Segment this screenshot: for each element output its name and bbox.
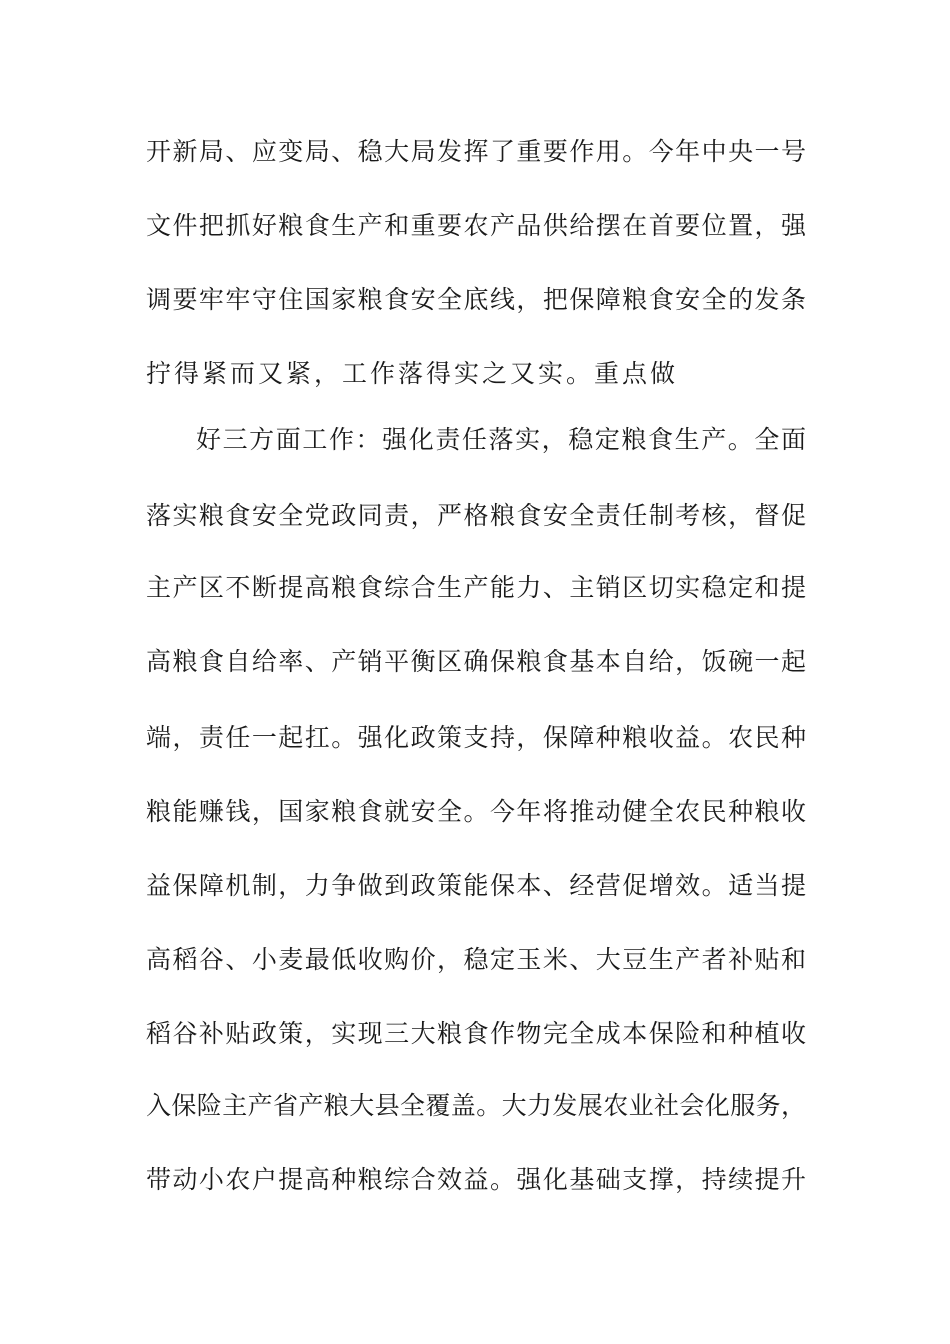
paragraph-line-7: 主产区不断提高粮食综合生产能力、主销区切实稳定和提 bbox=[146, 573, 806, 602]
paragraph-line-6: 落实粮食安全党政同责，严格粮食安全责任制考核，督促 bbox=[146, 501, 806, 530]
paragraph-line-1: 开新局、应变局、稳大局发挥了重要作用。今年中央一号 bbox=[146, 137, 806, 166]
paragraph-line-14: 入保险主产省产粮大县全覆盖。大力发展农业社会化服务， bbox=[146, 1091, 806, 1120]
paragraph-line-4: 拧得紧而又紧，工作落得实之又实。重点做 bbox=[146, 359, 679, 388]
paragraph-line-9: 端，责任一起扛。强化政策支持，保障种粮收益。农民种 bbox=[146, 723, 806, 752]
paragraph-line-2: 文件把抓好粮食生产和重要农产品供给摆在首要位置，强 bbox=[146, 211, 806, 240]
paragraph-line-12: 高稻谷、小麦最低收购价，稳定玉米、大豆生产者补贴和 bbox=[146, 945, 806, 974]
paragraph-line-8: 高粮食自给率、产销平衡区确保粮食基本自给，饭碗一起 bbox=[146, 647, 806, 676]
paragraph-line-15: 带动小农户提高种粮综合效益。强化基础支撑，持续提升 bbox=[146, 1165, 806, 1194]
paragraph-line-11: 益保障机制，力争做到政策能保本、经营促增效。适当提 bbox=[146, 871, 806, 900]
paragraph-line-3: 调要牢牢守住国家粮食安全底线，把保障粮食安全的发条 bbox=[146, 285, 806, 314]
paragraph-line-5: 好三方面工作：强化责任落实，稳定粮食生产。全面 bbox=[196, 425, 806, 454]
paragraph-line-13: 稻谷补贴政策，实现三大粮食作物完全成本保险和种植收 bbox=[146, 1019, 806, 1048]
paragraph-line-10: 粮能赚钱，国家粮食就安全。今年将推动健全农民种粮收 bbox=[146, 797, 806, 826]
